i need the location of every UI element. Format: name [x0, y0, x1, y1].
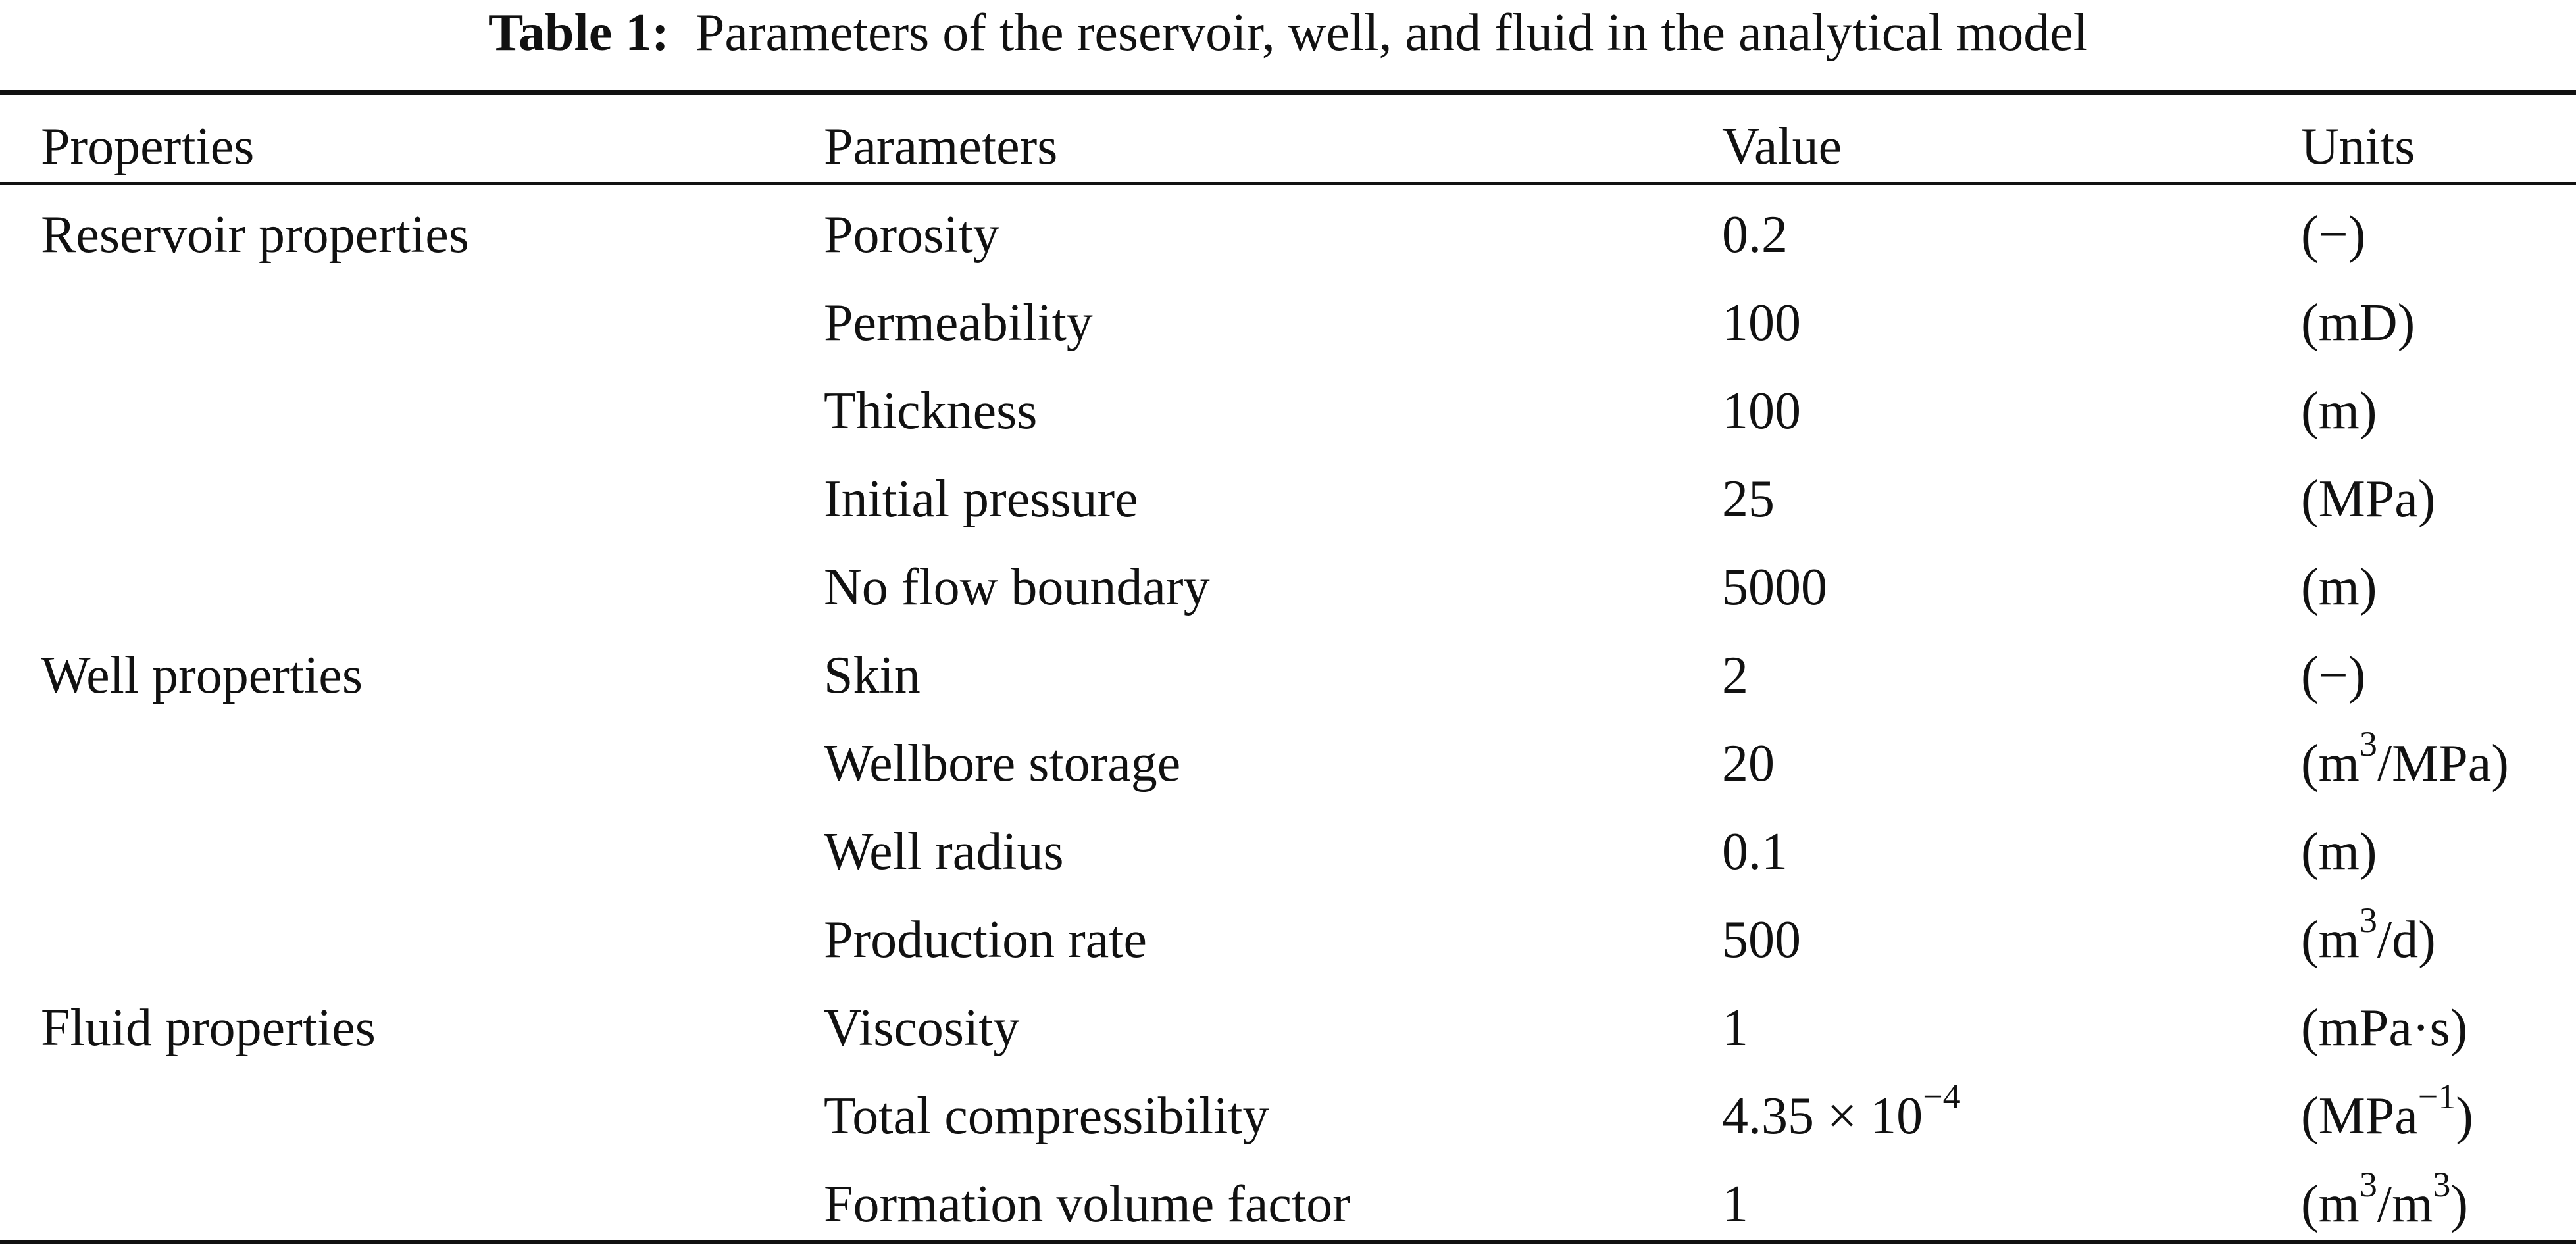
unit-text: (m: [2301, 911, 2360, 969]
row-parameter: Skin: [824, 647, 921, 704]
unit-superscript: 3: [2359, 1165, 2377, 1205]
unit-superscript: 3: [2433, 1165, 2451, 1205]
row-parameter: Permeability: [824, 294, 1093, 352]
row-unit: (−): [2301, 206, 2366, 264]
row-value: 1: [1722, 999, 1748, 1057]
row-unit: (mD): [2301, 294, 2415, 352]
row-unit: (m): [2301, 558, 2377, 616]
row-parameter: Thickness: [824, 382, 1038, 440]
unit-text: /m: [2377, 1175, 2433, 1233]
row-parameter: No flow boundary: [824, 558, 1210, 616]
header-units: Units: [2301, 118, 2415, 176]
row-unit: (mPa·s): [2301, 999, 2468, 1057]
row-parameter: Viscosity: [824, 999, 1020, 1057]
row-property: Reservoir properties: [41, 206, 469, 264]
unit-text: ): [2456, 1087, 2473, 1145]
header-rule: [0, 182, 2576, 185]
table-caption-label: Table 1:: [488, 4, 669, 62]
row-property: Well properties: [41, 647, 363, 704]
row-unit: [2301, 1077, 2473, 1149]
row-parameter: Wellbore storage: [824, 735, 1181, 793]
unit-text: (m: [2301, 735, 2360, 793]
row-unit: (MPa): [2301, 470, 2436, 528]
unit-superscript: −1: [2417, 1077, 2456, 1117]
row-parameter: Formation volume factor: [824, 1175, 1350, 1233]
header-parameters: Parameters: [824, 118, 1058, 176]
unit-text: /MPa): [2377, 735, 2509, 793]
row-unit: (−): [2301, 647, 2366, 704]
value-text: 4.35 × 10: [1722, 1087, 1923, 1145]
row-value: 5000: [1722, 558, 1827, 616]
value-superscript: −4: [1923, 1077, 1961, 1117]
row-unit: (m): [2301, 382, 2377, 440]
row-value: 0.1: [1722, 823, 1788, 881]
row-value: 500: [1722, 911, 1801, 969]
header-value: Value: [1722, 118, 1842, 176]
table-caption-text: Parameters of the reservoir, well, and fluid in the analytical model: [695, 4, 2088, 62]
unit-text: ): [2450, 1175, 2468, 1233]
header-properties: Properties: [41, 118, 255, 176]
row-value: 25: [1722, 470, 1775, 528]
unit-text: (MPa: [2301, 1087, 2418, 1145]
bottom-rule: [0, 1240, 2576, 1244]
row-parameter: Total compressibility: [824, 1087, 1269, 1145]
row-unit: [2301, 724, 2509, 797]
row-value: 1: [1722, 1175, 1748, 1233]
unit-text: (m: [2301, 1175, 2360, 1233]
row-value: [1722, 1077, 1961, 1149]
row-unit: [2301, 900, 2436, 973]
row-parameter: Production rate: [824, 911, 1147, 969]
table-caption: [0, 0, 2576, 78]
unit-text: /d): [2377, 911, 2436, 969]
row-value: 100: [1722, 294, 1801, 352]
row-value: 0.2: [1722, 206, 1788, 264]
row-parameter: Porosity: [824, 206, 999, 264]
row-unit: (m): [2301, 823, 2377, 881]
unit-superscript: 3: [2359, 724, 2377, 764]
row-parameter: Well radius: [824, 823, 1064, 881]
row-value: 20: [1722, 735, 1775, 793]
row-property: Fluid properties: [41, 999, 376, 1057]
top-rule: [0, 90, 2576, 95]
row-unit: [2301, 1165, 2468, 1237]
unit-superscript: 3: [2359, 900, 2377, 941]
row-value: 2: [1722, 647, 1748, 704]
row-parameter: Initial pressure: [824, 470, 1138, 528]
row-value: 100: [1722, 382, 1801, 440]
